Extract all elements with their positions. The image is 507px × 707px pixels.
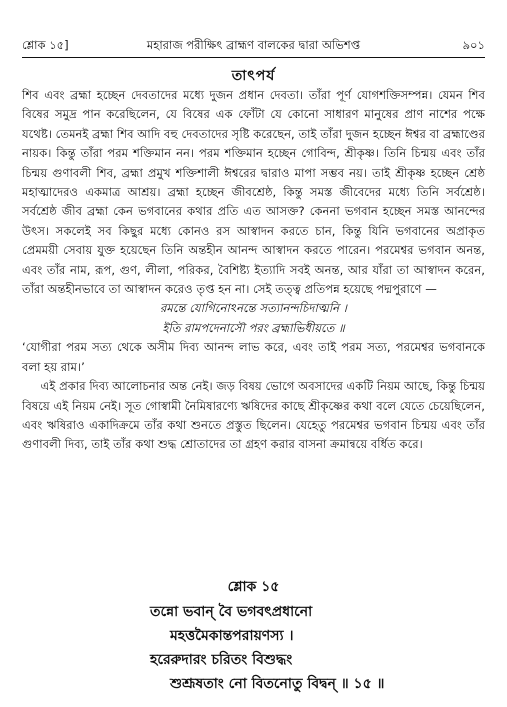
verse-line-3: হরেরুদারং চরিতং বিশুদ্ধং (150, 652, 293, 668)
header-verse-ref: শ্লোক ১৫] (22, 38, 69, 52)
verse-line-2: মহত্তমৈকান্তপরায়ণস্য । (170, 628, 294, 644)
shloka-heading: শ্লোক ১৫ (227, 579, 280, 595)
page-header (22, 36, 485, 54)
shloka-verse (150, 600, 447, 696)
header-chapter-title: মহারাজ পরীক্ষিৎ ব্রাহ্মণ বালকের দ্বারা অভিশপ্ত (146, 38, 361, 52)
verse-line-1: তন্নো ভবান্ বৈ ভগবৎপ্রধানো (150, 604, 313, 620)
header-rule (22, 57, 485, 58)
verse-line-4: শুশ্রূষতাং নো বিতনোতু বিদ্বন্ ॥ ১৫ ॥ (170, 676, 385, 692)
section-title: তাৎপর্য (231, 68, 276, 84)
verse-translation-quote: ‘যোগীরা পরম সত্য থেকে অসীম দিব্য আনন্দ লাভ করে, এবং তাই পরম সত্য, পরমেশ্বর ভগবানকে বলা হয় রাম।’ (22, 340, 485, 374)
purport-body (22, 86, 485, 455)
inline-verse-line-1: রমন্তে যোগিনোঽনন্তে সত্যানন্দচিদাত্মনি । (160, 301, 347, 316)
header-page-number: ৯০১ (462, 38, 485, 52)
inline-verse-line-2: ইতি রামপদেনাসৌ পরং ব্রহ্মাভিধীয়তে ॥ (162, 320, 345, 335)
purport-paragraph-2: এই প্রকার দিব্য আলোচনার অন্ত নেই। জড় বিষয় ভোগে অবসাদের একটি নিয়ম আছে, কিন্তু চিন্ময় বিষয়ে এই নিয়ম নেই। সূত গোস্বামী নৈমিষারণ্যে ঋষিদের কাছে শ্রীকৃষ্ণের কথা বলে যেতে চেয়েছিলেন, এবং ঋষিরাও একাদিক্রমে তাঁর কথা শুনতে প্রস্তুত ছিলেন। যেহেতু পরমেশ্বর ভগবান চিন্ময় এবং তাঁর গুণাবলী দিব্য, তাই তাঁর কথা শুদ্ধ শ্রোতাদের তা গ্রহণ করার বাসনা ক্রমান্বয়ে বর্ধিত করে। (22, 379, 485, 452)
purport-paragraph-1: শিব এবং ব্রহ্মা হচ্ছেন দেবতাদের মধ্যে দুজন প্রধান দেবতা। তাঁরা পূর্ণ যোগশক্তিসম্পন্ন। যেমন শিব বিষের সমুদ্র পান করেছিলেন, যে বিষের এক ফোঁটা যে কোনো সাধারণ মানুষের প্রাণ নাশের পক্ষে যথেষ্ট। তেমনই ব্রহ্মা শিব আদি বহু দেবতাদের সৃষ্টি করেছেন, তাই তাঁরা দুজন হচ্ছেন ঈশ্বর বা ব্রহ্মাণ্ডের নায়ক। কিন্তু তাঁরা পরম শক্তিমান নন। পরম শক্তিমান হচ্ছেন গোবিন্দ, শ্রীকৃষ্ণ। তিনি চিন্ময় এবং তাঁর চিন্ময় গুণাবলী শিব, ব্রহ্মা প্রমুখ শক্তিশালী ঈশ্বরের দ্বারাও মাপা সম্ভব নয়। তাই শ্রীকৃষ্ণ হচ্ছেন শ্রেষ্ঠ মহাত্মাদেরও একমাত্র আশ্রয়। ব্রহ্মা হচ্ছেন জীবশ্রেষ্ঠ, কিন্তু সমস্ত জীবেদের মধ্যে তিনি সর্বশ্রেষ্ঠ। সর্বশ্রেষ্ঠ জীব ব্রহ্মা কেন ভগবানের কথার প্রতি এত আসক্ত? কেননা ভগবান হচ্ছেন সমস্ত আনন্দের উৎস। সকলেই সব কিছুর মধ্যে কোনও রস আস্বাদন করতে চান, কিন্তু যিনি ভগবানের অপ্রাকৃত প্রেমময়ী সেবায় যুক্ত হয়েছেন তিনি অন্তহীন আনন্দ আস্বাদন করতে পারেন। পরমেশ্বর ভগবান অনন্ত, এবং তাঁর নাম, রূপ, গুণ, লীলা, পরিকর, বৈশিষ্ট্য ইত্যাদি সবই অনন্ত, আর যাঁরা তা আস্বাদন করেন, তাঁরা অন্তহীনভাবে তা আস্বাদন করেও তৃপ্ত হন না। সেই তত্ত্ব প্রতিপন্ন হয়েছে পদ্মপুরাণে — (22, 88, 485, 297)
